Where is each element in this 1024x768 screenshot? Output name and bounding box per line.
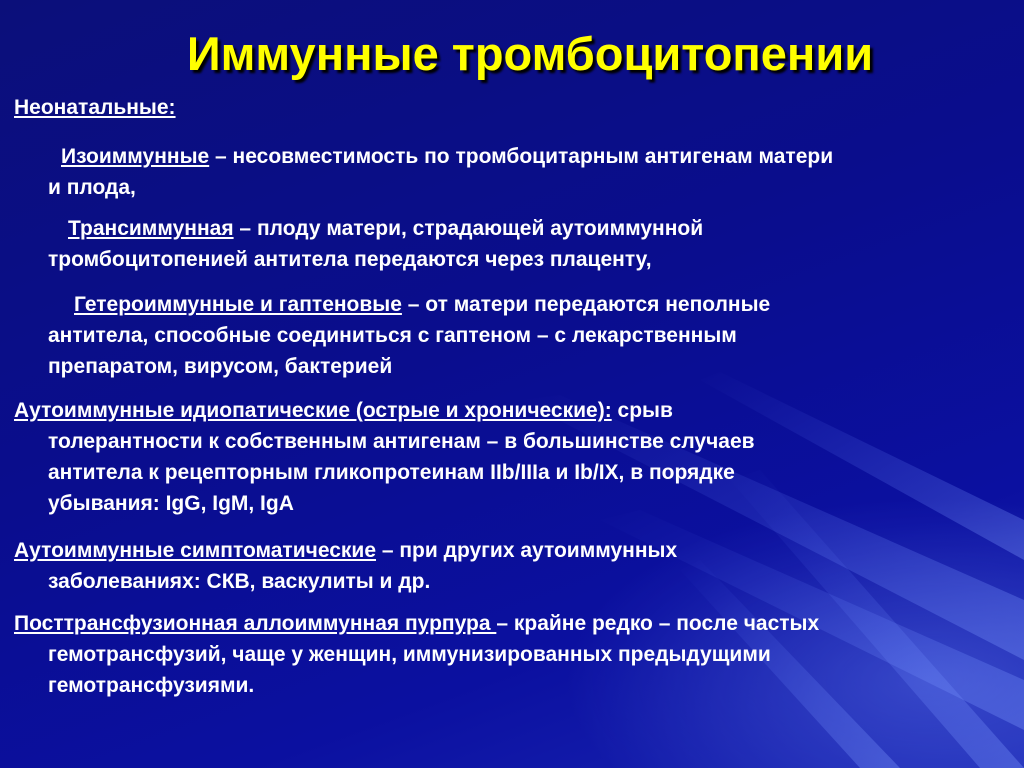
heteroimmune-line1: – от матери передаются неполные bbox=[401, 293, 771, 316]
autoimmune-idiopathic-line3: антитела к рецепторным гликопротеинам IIb/IIIa и Ib/IX, в порядке bbox=[48, 461, 735, 484]
neonatal-heading bbox=[14, 92, 176, 123]
isoimmune-paragraph bbox=[48, 141, 833, 203]
autoimmune-symptomatic-paragraph bbox=[14, 535, 677, 597]
transimmune-term: Трансиммунная bbox=[68, 217, 234, 240]
posttransfusion-line2: гемотрансфузий, чаще у женщин, иммунизированных предыдущими bbox=[48, 643, 771, 666]
transimmune-line2: тромбоцитопенией антитела передаются через плаценту, bbox=[48, 248, 652, 271]
autoimmune-idiopathic-line1: срыв bbox=[611, 399, 673, 422]
isoimmune-line1: – несовместимость по тромбоцитарным антигенам матери bbox=[209, 145, 834, 168]
autoimmune-symptomatic-line1: – при других аутоиммунных bbox=[376, 539, 678, 562]
slide-title: Иммунные тромбоцитопении bbox=[186, 27, 874, 80]
posttransfusion-paragraph bbox=[14, 608, 819, 701]
transimmune-paragraph bbox=[48, 213, 703, 275]
autoimmune-idiopathic-term: Аутоиммунные идиопатические (острые и хронические): bbox=[14, 399, 612, 422]
heteroimmune-line3: препаратом, вирусом, бактерией bbox=[48, 355, 393, 378]
posttransfusion-line3: гемотрансфузиями. bbox=[48, 674, 255, 697]
autoimmune-symptomatic-line2: заболеваниях: СКВ, васкулиты и др. bbox=[48, 570, 431, 593]
posttransfusion-term: Посттрансфузионная аллоиммунная пурпура bbox=[14, 612, 497, 635]
autoimmune-idiopathic-line2: толерантности к собственным антигенам – в большинстве случаев bbox=[48, 430, 755, 453]
autoimmune-idiopathic-paragraph bbox=[14, 395, 755, 519]
neonatal-heading-text: Неонатальные: bbox=[14, 96, 176, 119]
isoimmune-line2: и плода, bbox=[48, 176, 136, 199]
posttransfusion-line1: – крайне редко – после частых bbox=[496, 612, 820, 635]
heteroimmune-line2: антитела, способные соединиться с гаптеном – с лекарственным bbox=[48, 324, 737, 347]
isoimmune-term: Изоиммунные bbox=[61, 145, 210, 168]
autoimmune-idiopathic-line4: убывания: IgG, IgM, IgA bbox=[48, 492, 294, 515]
transimmune-line1: – плоду матери, страдающей аутоиммунной bbox=[233, 217, 704, 240]
heteroimmune-term: Гетероиммунные и гаптеновые bbox=[74, 293, 402, 316]
heteroimmune-paragraph bbox=[48, 289, 770, 382]
autoimmune-symptomatic-term: Аутоиммунные симптоматические bbox=[14, 539, 377, 562]
